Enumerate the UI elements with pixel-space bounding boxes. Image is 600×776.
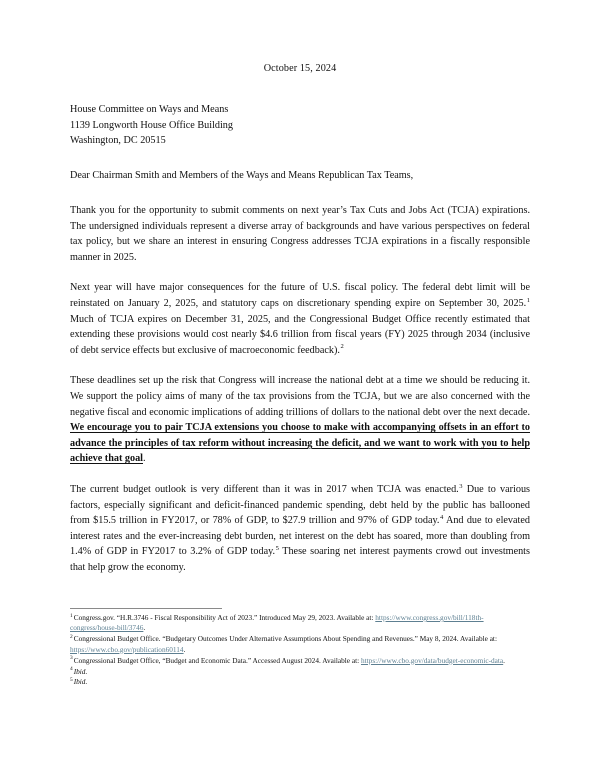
- footnote-link[interactable]: https://www.cbo.gov/data/budget-economic-data: [360, 655, 504, 665]
- paragraph-1-text: Thank you for the opportunity to submit comments on next year’s Tax Cuts and Jobs Act (TCJA) expirations. The undersigned individuals represent a diverse array of backgrounds and have various perspectives on federal tax policy, but we share an interest in ensuring Congress addresses TCJA expirations in a fiscally responsible manner in 2025.: [70, 205, 530, 263]
- footnote-marker: 1: [70, 612, 73, 619]
- letter-body: [70, 62, 530, 590]
- paragraph-4-text-c: And due to elevated interest rates and the ever-increasing debt burden, net interest on the debt has soared, more than doubling from 1.4% of GDP in FY2017 to 3.2% of GDP today.: [70, 515, 530, 558]
- paragraph-3: [70, 373, 530, 467]
- footnote-item: [70, 613, 530, 634]
- recipient-address: [70, 102, 530, 149]
- footnote-item: [70, 667, 530, 677]
- paragraph-2-text-b: Much of TCJA expires on December 31, 2025, and the Congressional Budget Office recently estimated that extending these provisions would cost nearly $4.6 trillion from fiscal years (FY) 2025 through 2034 (inclusive of debt service effects but exclusive of macroeconomic feedback).: [70, 313, 530, 356]
- paragraph-3-text-a: These deadlines set up the risk that Congress will increase the national debt at a time we should be reducing it. We support the policy aims of many of the tax provisions from the TCJA, but we are also concerned with the negative fiscal and economic implications of adding trillions of dollars to the national debt over the next decade.: [70, 375, 530, 418]
- footnote-item: [70, 634, 530, 655]
- footnote-text: Congress.gov. “H.R.3746 - Fiscal Responsibility Act of 2023.” Introduced May 29, 2023. Available at:: [73, 613, 376, 622]
- footnote-list: [70, 613, 530, 688]
- address-line: House Committee on Ways and Means: [70, 104, 229, 115]
- footnote-link[interactable]: https://www.congress.gov/bill/118th-congress/house-bill/3746: [70, 613, 484, 633]
- paragraph-4-text-d: These soaring net interest payments crowd out investments that help grow the economy.: [70, 546, 530, 573]
- footnote-ref-3: 3: [459, 482, 463, 490]
- paragraph-4-text-a: The current budget outlook is very different than it was in 2017 when TCJA was enacted.: [70, 483, 459, 495]
- footnote-text: .: [143, 623, 146, 633]
- paragraph-1: [70, 203, 530, 265]
- letter-date: October 15, 2024: [263, 63, 337, 74]
- salutation: Dear Chairman Smith and Members of the Ways and Means Republican Tax Teams,: [70, 169, 414, 181]
- footnote-ref-2: 2: [340, 343, 344, 351]
- footnote-text: .: [503, 655, 505, 665]
- footnote-marker: 4: [70, 666, 73, 673]
- paragraph-4-text-b: Due to various factors, especially significant and deficit-financed pandemic spending, debt held by the public has ballooned from $15.5 trillion in FY2017, or 78% of GDP, to $27.9 trillion and 97% of GDP today.: [70, 483, 530, 527]
- address-line: Washington, DC 20515: [70, 135, 166, 146]
- footnote-marker: 5: [70, 677, 73, 684]
- footnote-link[interactable]: https://www.cbo.gov/publication60114: [70, 644, 184, 654]
- footnotes-section: [70, 608, 530, 688]
- footnote-ref-5: 5: [275, 544, 279, 552]
- paragraph-2-text-a: Next year will have major consequences for the future of U.S. fiscal policy. The federal debt limit will be reinstated on January 2, 2025, and statutory caps on discretionary spending expire on September 30, 2025.: [70, 282, 530, 309]
- address-line: 1139 Longworth House Office Building: [70, 119, 233, 131]
- footnote-ref-1: 1: [526, 296, 530, 304]
- footnote-marker: 2: [70, 633, 73, 640]
- footnote-text: Ibid.: [73, 666, 88, 676]
- footnote-text: Congressional Budget Office, “Budget and Economic Data.” Accessed August 2024. Available at:: [73, 655, 361, 665]
- footnote-marker: 3: [70, 655, 73, 662]
- paragraph-3-text-b: .: [143, 453, 146, 465]
- footnote-separator-rule: [70, 608, 222, 609]
- footnote-text: .: [183, 644, 186, 654]
- footnote-item: [70, 656, 530, 666]
- emphasized-recommendation: We encourage you to pair TCJA extensions you choose to make with accompanying offsets in an effort to advance the principles of tax reform without increasing the deficit, and we want to work with you to help achieve that goal: [70, 422, 530, 465]
- footnote-text: Ibid.: [73, 677, 88, 687]
- footnote-item: [70, 677, 530, 687]
- paragraph-4: [70, 482, 530, 576]
- footnote-text: Congressional Budget Office. “Budgetary Outcomes Under Alternative Assumptions About Spending and Revenues.” May 8, 2024. Available at:: [73, 634, 497, 644]
- paragraph-2: [70, 280, 530, 358]
- footnote-ref-4: 4: [439, 513, 444, 521]
